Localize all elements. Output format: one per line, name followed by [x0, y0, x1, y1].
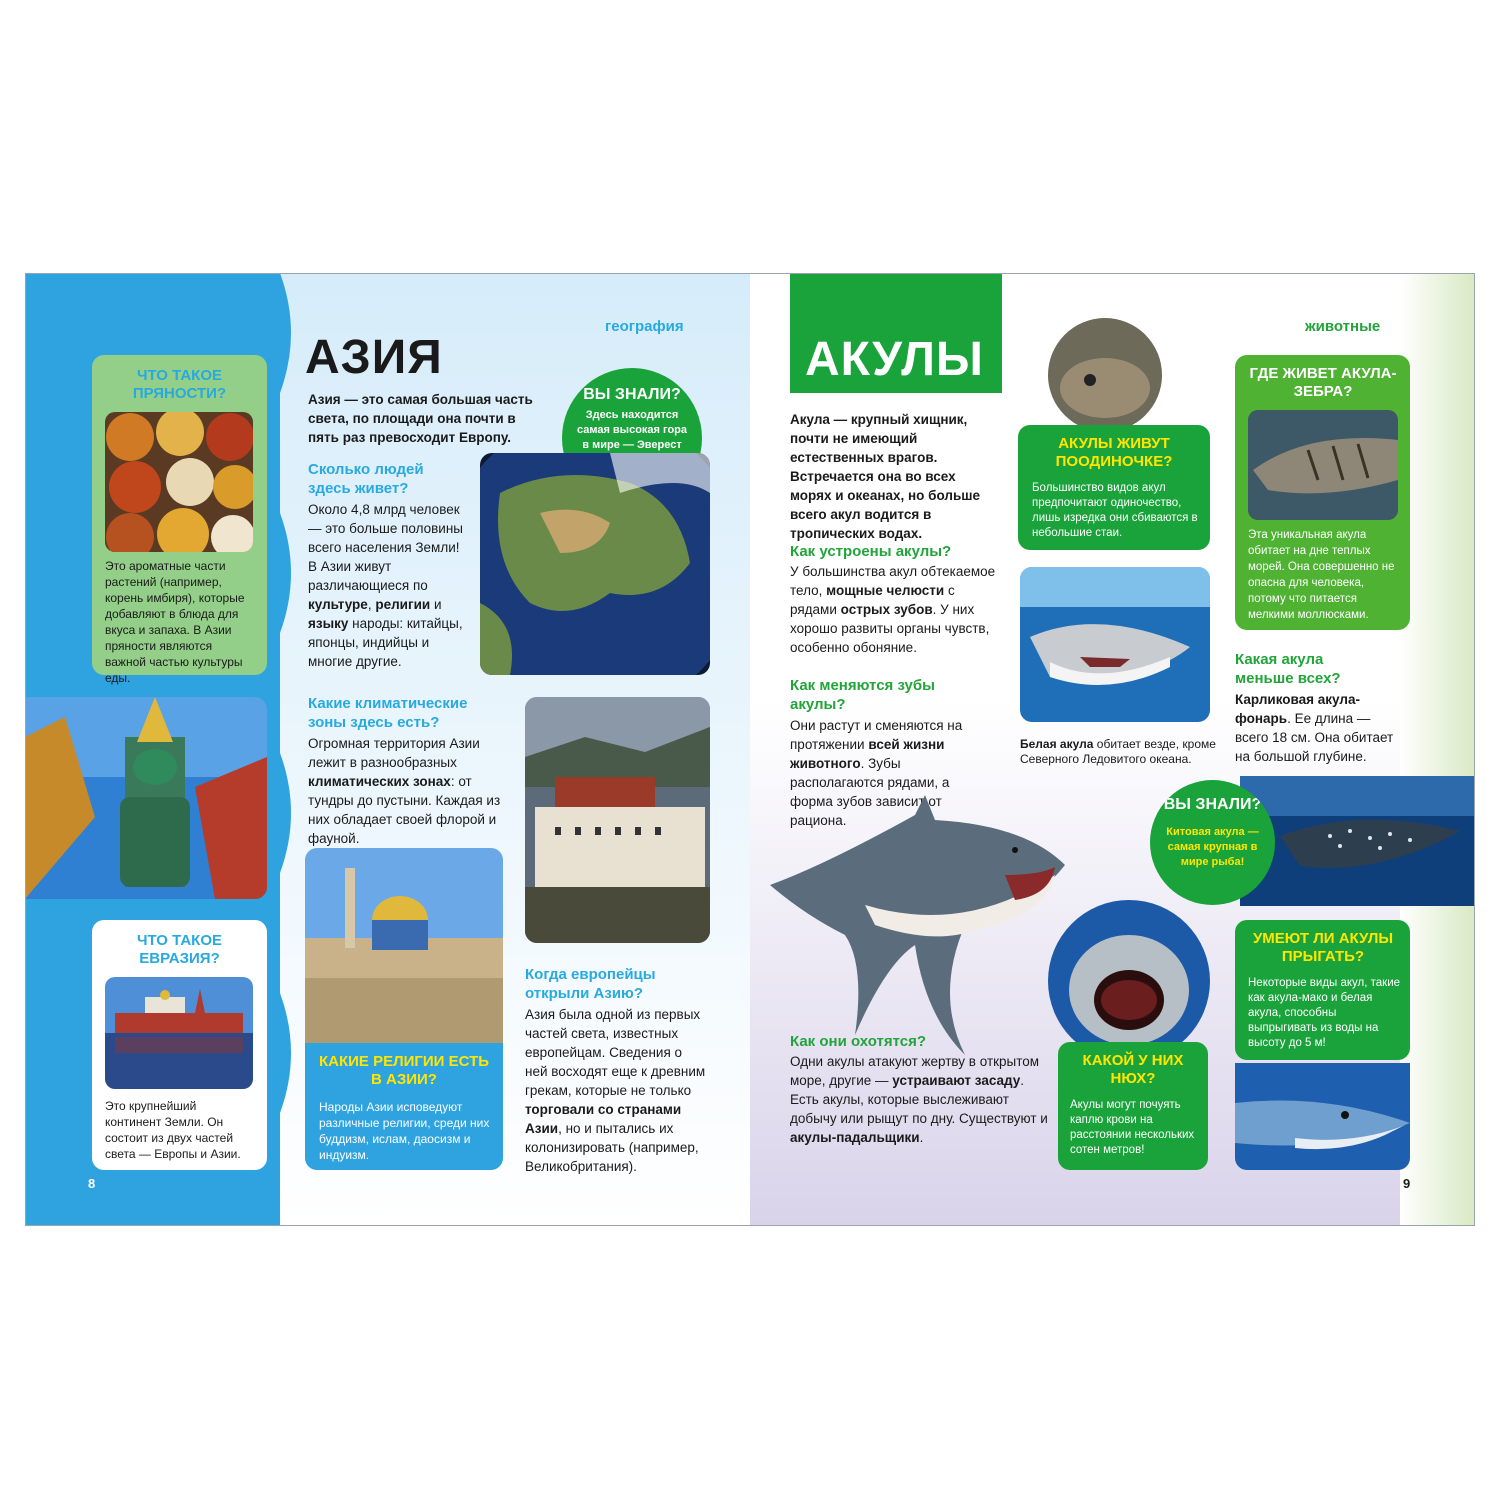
text-span: . Зубы располагаются рядами, а форма зубов зависит от рациона. — [790, 756, 950, 828]
shark-head-circle-photo — [1048, 318, 1162, 432]
text-span: , но и пытались их колонизировать (например, Великобритания). — [525, 1121, 699, 1174]
bold-span: акулы-падальщики — [790, 1130, 920, 1145]
bold-span: языку — [308, 616, 349, 631]
bold-span: Белая акула — [1020, 737, 1094, 751]
thai-temple-photo — [25, 697, 267, 899]
shark-jaws-circle-photo — [1048, 900, 1210, 1062]
text-span: с рядами — [790, 583, 955, 617]
question-climate-zones: Какие климатические зоны здесь есть? — [308, 695, 468, 731]
left-page-wave-edge — [262, 273, 302, 1226]
religions-card — [305, 1043, 503, 1170]
question-how-they-hunt: Как они охотятся? — [790, 1033, 927, 1050]
page-number-right: 9 — [1403, 1176, 1411, 1191]
spices-card-title: ЧТО ТАКОЕ ПРЯНОСТИ? — [132, 367, 227, 402]
text-span: . Ее длина — всего 18 см. Она обитает на большой глубине. — [1235, 711, 1394, 764]
sharks-jump-card — [1235, 920, 1410, 1060]
sharks-alone-title: АКУЛЫ ЖИВУТ ПООДИНОЧКЕ? — [1055, 435, 1173, 470]
text-span: Около 4,8 млрд человек — это больше половины всего населения Земли! В Азии живут различающиеся по — [308, 502, 464, 593]
question-smallest-shark: Какая акула меньше всех? — [1235, 651, 1341, 687]
sharks-jump-title: УМЕЮТ ЛИ АКУЛЫ ПРЫГАТЬ? — [1252, 930, 1394, 965]
answer-how-they-hunt — [790, 1052, 1050, 1147]
bold-span: торговали со странами Азии — [525, 1102, 682, 1136]
section-tag-geography: география — [605, 318, 684, 335]
answer-climate-zones — [308, 734, 508, 848]
smell-card-title: КАКОЙ У НИХ НЮХ? — [1082, 1052, 1184, 1087]
bold-span: религии — [375, 597, 431, 612]
bold-span: климатических зонах — [308, 774, 451, 789]
did-you-know-title-right: ВЫ ЗНАЛИ? — [1163, 796, 1262, 813]
text-span: . Есть акулы, которые выслеживают добычу или рыщут по дну. Существуют и — [790, 1073, 1048, 1126]
asia-globe-photo — [480, 453, 710, 675]
did-you-know-whale-shark — [1150, 780, 1275, 905]
spices-photo — [105, 412, 253, 552]
text-span: . — [919, 1130, 924, 1145]
text-span: Одни акулы атакуют жертву в открытом море, другие — — [790, 1054, 1040, 1088]
jerusalem-photo — [305, 848, 503, 1043]
answer-shark-structure — [790, 562, 1000, 657]
smell-card — [1058, 1042, 1208, 1170]
question-shark-structure: Как устроены акулы? — [790, 543, 952, 560]
white-shark-caption — [1020, 737, 1220, 767]
white-shark-photo — [1020, 567, 1210, 722]
page-title-sharks: АКУЛЫ — [805, 333, 984, 386]
spices-card-text: Это ароматные части растений (например, корень имбиря), которые добавляют в блюда для вкуса и запаха. В Азии пряности являются важной частью культуры еды. — [105, 559, 245, 685]
sharks-jump-text: Некоторые виды акул, такие как акула-мако и белая акула, способны выпрыгивать из воды на высоту до 5 м! — [1248, 977, 1401, 1049]
did-you-know-title: ВЫ ЗНАЛИ? — [583, 386, 681, 403]
spices-card — [92, 355, 267, 685]
text-span: обитает везде, кроме Северного Ледовитого океана. — [1020, 737, 1216, 766]
sharks-title-block — [790, 273, 1002, 393]
kremlin-photo — [105, 977, 253, 1089]
question-europeans-discovered: Когда европейцы открыли Азию? — [525, 966, 656, 1002]
answer-smallest-shark — [1235, 690, 1405, 766]
mako-shark-photo — [1235, 1063, 1410, 1170]
bold-span: мощные челюсти — [826, 583, 945, 598]
asia-intro: Азия — это самая большая часть света, по площади она почти в пять раз превосходит Европу. — [308, 392, 533, 445]
answer-europeans-discovered — [525, 1005, 707, 1176]
eurasia-card — [92, 920, 267, 1170]
bold-span: всей жизни животного — [790, 737, 945, 771]
text-span: Огромная территория Азии лежит в разнообразных — [308, 736, 480, 770]
potala-palace-photo — [525, 697, 710, 943]
page-title-asia: АЗИЯ — [305, 331, 443, 384]
sharks-intro: Акула — крупный хищник, почти не имеющий естественных врагов. Встречается она во всех морях и океанах, но больше всего акул водится в тропических водах. — [790, 412, 981, 541]
religions-card-title: КАКИЕ РЕЛИГИИ ЕСТЬ В АЗИИ? — [318, 1053, 490, 1088]
smell-card-text: Акулы могут почуять каплю крови на расстоянии нескольких сотен метров! — [1070, 1099, 1195, 1156]
text-span: Азия была одной из первых частей света, известных европейцам. Сведения о ней восходят еще к древним грекам, которые не только — [525, 1007, 706, 1098]
did-you-know-text: Здесь находится самая высокая гора в мире — Эверест — [576, 409, 688, 451]
text-span: У большинства акул обтекаемое тело, — [790, 564, 996, 598]
section-tag-animals: животные — [1305, 318, 1381, 335]
text-span: Они растут и сменяются на протяжении — [790, 718, 963, 752]
whale-shark-photo — [1240, 776, 1475, 906]
text-span: и — [430, 597, 442, 612]
right-page-green-edge — [1400, 273, 1475, 1226]
zebra-shark-photo — [1248, 410, 1398, 520]
text-span: : от тундры до пустыни. Каждая из них обладает своей флорой и фауной. — [308, 774, 501, 846]
text-span: . У них хорошо развиты органы чувств, особенно обоняние. — [790, 602, 990, 655]
bold-span: устраивают засаду — [892, 1073, 1021, 1088]
zebra-shark-text: Эта уникальная акула обитает на дне теплых морей. Она совершенно не опасна для человека, потому что питается мелкими моллюсками. — [1248, 529, 1395, 621]
sharks-alone-card — [1018, 425, 1210, 550]
zebra-shark-title: ГДЕ ЖИВЕТ АКУЛА-ЗЕБРА? — [1249, 365, 1397, 400]
did-you-know-text-right: Китовая акула — самая крупная в мире рыба! — [1166, 826, 1259, 868]
question-how-many-people: Сколько людей здесь живет? — [308, 461, 424, 497]
eurasia-card-text: Это крупнейший континент Земли. Он состоит из двух частей света — Европы и Азии. — [105, 1099, 241, 1161]
bold-span: Карликовая акула-фонарь — [1235, 692, 1360, 726]
question-teeth-change: Как меняются зубы акулы? — [790, 677, 935, 713]
text-span: народы: китайцы, японцы, индийцы и многие другие. — [308, 616, 463, 669]
great-white-shark-illustration — [765, 795, 1065, 1065]
bold-span: острых зубов — [840, 602, 933, 617]
eurasia-card-title: ЧТО ТАКОЕ ЕВРАЗИЯ? — [136, 932, 223, 967]
text-span: , — [367, 597, 376, 612]
sharks-alone-text: Большинство видов акул предпочитают одиночество, лишь изредка они сбиваются в небольшие стаи. — [1032, 482, 1198, 539]
zebra-shark-card — [1235, 355, 1410, 630]
religions-card-text: Народы Азии исповедуют различные религии, среди них буддизм, ислам, даосизм и индуизм. — [319, 1100, 490, 1162]
answer-how-many-people — [308, 500, 468, 671]
bold-span: культуре — [308, 597, 368, 612]
page-number-left: 8 — [88, 1176, 96, 1191]
